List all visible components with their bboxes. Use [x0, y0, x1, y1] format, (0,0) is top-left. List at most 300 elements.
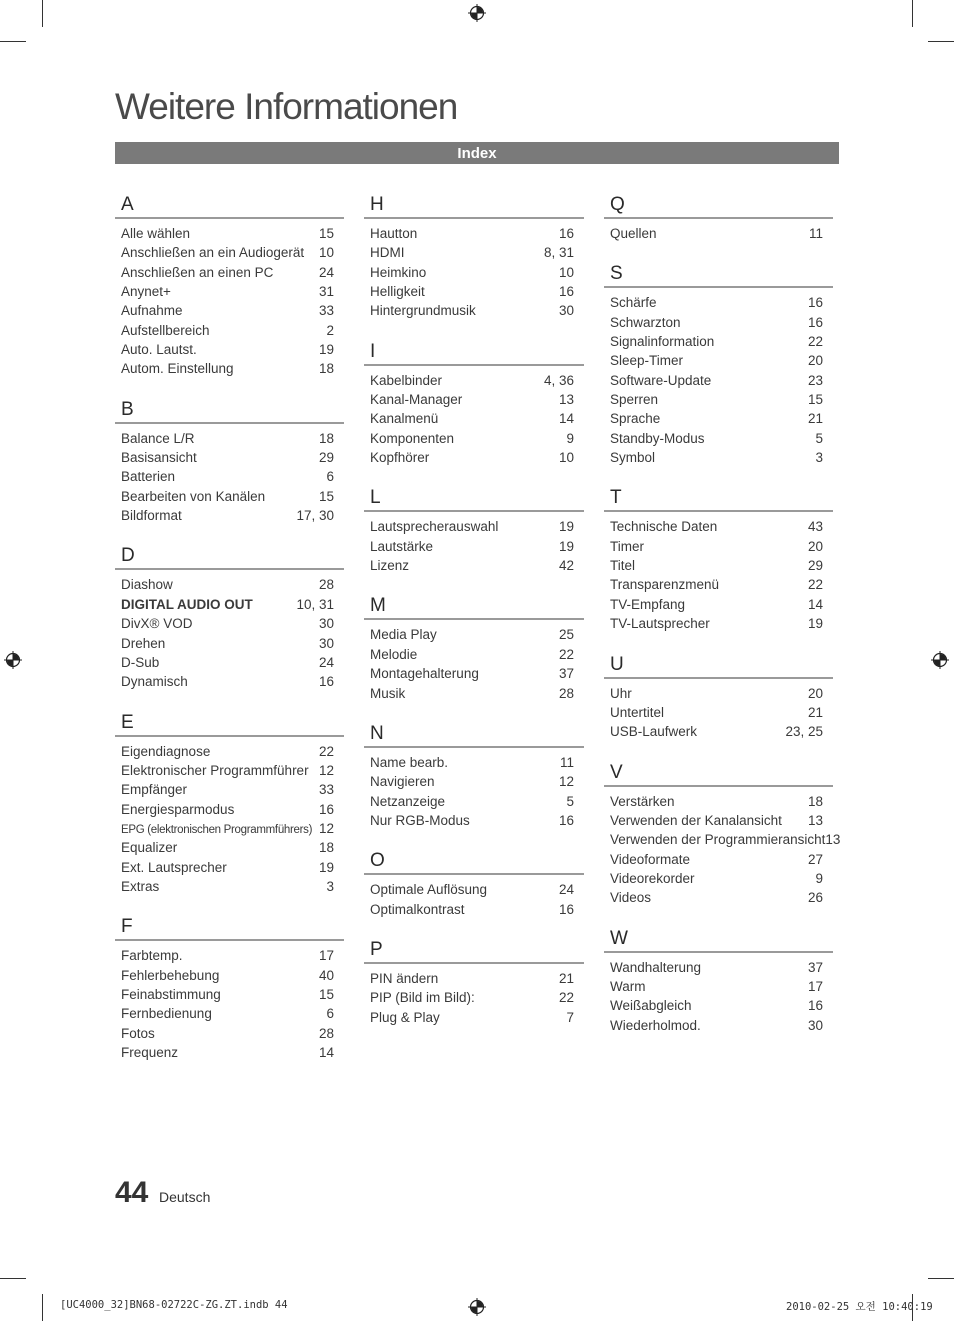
index-term: Optimalkontrast: [370, 901, 465, 917]
index-term: Hintergrundmusik: [370, 303, 476, 319]
index-page-ref: 10: [558, 450, 574, 466]
index-term: Aufstellbereich: [121, 322, 210, 338]
index-entry: [115, 487, 344, 506]
index-term: Media Play: [370, 627, 437, 643]
index-page-ref: 18: [318, 430, 334, 446]
index-entry: [364, 537, 584, 556]
index-page-ref: 19: [558, 519, 574, 535]
index-letter-heading: B: [115, 398, 344, 424]
index-entry: [115, 429, 344, 448]
index-page-ref: 30: [558, 303, 574, 319]
index-page-ref: 11: [559, 754, 574, 770]
crop-mark: [0, 41, 26, 42]
index-term: Fehlerbehebung: [121, 967, 220, 983]
index-term: Basisansicht: [121, 450, 197, 466]
index-page-ref: 2: [326, 322, 334, 338]
crop-mark: [928, 41, 954, 42]
index-term: PIP (Bild im Bild):: [370, 990, 475, 1006]
index-term: Drehen: [121, 635, 166, 651]
index-entry: [604, 537, 833, 556]
index-term: Autom. Einstellung: [121, 361, 234, 377]
index-entry: [604, 792, 833, 811]
index-group: [364, 193, 584, 321]
index-entry: [115, 742, 344, 761]
index-term: Diashow: [121, 577, 173, 593]
index-entry: [115, 224, 344, 243]
index-page-ref: 3: [815, 450, 823, 466]
index-term: Anschließen an ein Audiogerät: [121, 245, 305, 261]
index-entry: [604, 595, 833, 614]
index-page-ref: 15: [318, 488, 334, 504]
index-term: Equalizer: [121, 840, 178, 856]
index-group: [604, 761, 841, 908]
index-page-ref: 10: [558, 264, 574, 280]
index-term: PIN ändern: [370, 970, 439, 986]
index-page-ref: 15: [318, 986, 334, 1002]
index-entry: [604, 293, 833, 312]
index-page-ref: 16: [318, 801, 334, 817]
index-group: [115, 711, 344, 897]
index-entry: [364, 988, 584, 1007]
index-term: Helligkeit: [370, 284, 425, 300]
index-entry: [115, 282, 344, 301]
index-page-ref: 18: [318, 361, 334, 377]
index-entry: [604, 409, 833, 428]
index-page-ref: 20: [807, 685, 823, 701]
index-term: TV-Lautsprecher: [610, 616, 710, 632]
index-term: Batterien: [121, 469, 176, 485]
index-entry: [115, 467, 344, 486]
index-letter-heading: T: [604, 486, 833, 512]
index-entry: [604, 448, 833, 467]
index-page-ref: 21: [807, 704, 823, 720]
index-page-ref: 16: [558, 901, 574, 917]
index-term: Fotos: [121, 1025, 155, 1041]
index-term: HDMI: [370, 245, 405, 261]
index-page-ref: 13: [825, 832, 841, 848]
index-entry: [115, 448, 344, 467]
index-column-1: [115, 193, 344, 1081]
index-term: Schwarzton: [610, 314, 681, 330]
index-page-ref: 15: [318, 226, 334, 241]
index-entry: [115, 946, 344, 965]
index-term: Fernbedienung: [121, 1006, 212, 1022]
index-term: Wandhalterung: [610, 959, 702, 975]
index-entry: [364, 517, 584, 536]
index-page-ref: 23: [807, 372, 823, 388]
index-page-ref: 16: [318, 674, 334, 690]
index-entry: [115, 506, 344, 525]
page-language: Deutsch: [159, 1189, 211, 1205]
index-term: Titel: [610, 558, 636, 574]
index-page-ref: 14: [318, 1045, 334, 1060]
index-term: Lautsprecherauswahl: [370, 519, 499, 535]
index-term: Auto. Lautst.: [121, 342, 197, 358]
index-term: Timer: [610, 538, 644, 554]
index-group: [604, 653, 833, 742]
index-term: Optimale Auflösung: [370, 882, 488, 898]
index-page-ref: 14: [807, 596, 823, 612]
index-group: [364, 486, 584, 575]
index-term: Farbtemp.: [121, 948, 183, 964]
index-entry: [604, 1016, 833, 1035]
index-entry: [604, 390, 833, 409]
index-page-ref: 16: [558, 812, 574, 828]
index-page-ref: 10, 31: [296, 596, 334, 612]
index-page-ref: 30: [807, 1017, 823, 1033]
index-term: Schärfe: [610, 295, 657, 311]
index-entry: [364, 448, 584, 467]
index-page-ref: 9: [815, 870, 823, 886]
index-page-ref: 22: [558, 990, 574, 1006]
index-term: Balance L/R: [121, 430, 195, 446]
index-entry: [115, 672, 344, 691]
index-term: Technische Daten: [610, 519, 718, 535]
section-heading-bar: Index: [115, 142, 839, 164]
index-term: Kanalmenü: [370, 411, 439, 427]
index-letter-heading: U: [604, 653, 833, 679]
index-term: Lizenz: [370, 558, 410, 574]
index-entry: [604, 850, 833, 869]
index-term: Extras: [121, 878, 160, 894]
index-term: Netzanzeige: [370, 793, 446, 809]
index-term: Energiesparmodus: [121, 801, 235, 817]
crop-mark: [912, 0, 913, 27]
index-page-ref: 6: [326, 469, 334, 485]
index-term: Name bearb.: [370, 754, 449, 770]
index-letter-heading: W: [604, 927, 833, 953]
index-term: Standby-Modus: [610, 430, 705, 446]
index-entry: [115, 359, 344, 378]
index-page-ref: 26: [807, 890, 823, 906]
crop-mark: [0, 1278, 26, 1279]
index-term: Hautton: [370, 226, 418, 241]
index-entry: [364, 556, 584, 575]
index-term: Dynamisch: [121, 674, 188, 690]
index-entry: [115, 780, 344, 799]
index-page-ref: 43: [807, 519, 823, 535]
index-term: Elektronischer Programmführer: [121, 762, 309, 778]
index-term: Kanal-Manager: [370, 392, 463, 408]
index-entry: [115, 1043, 344, 1062]
index-entry: [604, 556, 833, 575]
index-term: DIGITAL AUDIO OUT: [121, 596, 253, 612]
index-page-ref: 42: [558, 558, 574, 574]
index-page-ref: 22: [807, 334, 823, 350]
index-term: Wiederholmod.: [610, 1017, 701, 1033]
index-group: [604, 927, 833, 1035]
index-entry: [364, 811, 584, 830]
index-entry: [364, 409, 584, 428]
index-entry: [604, 869, 833, 888]
registration-mark-icon: [931, 651, 949, 669]
index-term: Verwenden der Programmieransicht: [610, 832, 826, 848]
index-page-ref: 19: [318, 859, 334, 875]
index-entry: [364, 243, 584, 262]
registration-mark-icon: [4, 651, 22, 669]
index-entry: [604, 977, 833, 996]
index-page-ref: 25: [558, 627, 574, 643]
index-entry: [604, 811, 833, 830]
index-group: [115, 544, 344, 691]
crop-mark: [42, 1294, 43, 1321]
index-page-ref: 8, 31: [543, 245, 574, 261]
index-term: Bearbeiten von Kanälen: [121, 488, 266, 504]
index-entry: [115, 761, 344, 780]
index-entry: [604, 429, 833, 448]
index-term: Montagehalterung: [370, 666, 479, 682]
crop-mark: [928, 1278, 954, 1279]
index-entry: [604, 313, 833, 332]
index-term: Komponenten: [370, 430, 455, 446]
index-column-2: [364, 193, 584, 1046]
index-letter-heading: F: [115, 915, 344, 941]
index-term: Videoformate: [610, 851, 691, 867]
index-entry: [115, 634, 344, 653]
index-term: Heimkino: [370, 264, 427, 280]
index-term: Eigendiagnose: [121, 743, 211, 759]
index-entry: [604, 888, 833, 907]
index-group: [364, 594, 584, 702]
index-letter-heading: O: [364, 849, 584, 875]
index-group: [604, 262, 833, 467]
index-term: Symbol: [610, 450, 656, 466]
index-term: Frequenz: [121, 1045, 179, 1060]
index-page-ref: 11: [808, 226, 823, 241]
index-term: Signalinformation: [610, 334, 715, 350]
index-term: Videos: [610, 890, 652, 906]
index-page-ref: 3: [326, 878, 334, 894]
index-letter-heading: S: [604, 262, 833, 288]
index-entry: [115, 858, 344, 877]
index-page-ref: 22: [807, 577, 823, 593]
index-term: Weißabgleich: [610, 998, 692, 1014]
index-page-ref: 24: [558, 882, 574, 898]
index-entry: [604, 614, 833, 633]
index-entry: [604, 332, 833, 351]
index-page-ref: 24: [318, 654, 334, 670]
page-number: 44: [115, 1176, 149, 1209]
index-term: D-Sub: [121, 654, 160, 670]
index-letter-heading: M: [364, 594, 584, 620]
index-term: Musik: [370, 685, 406, 701]
index-term: USB-Laufwerk: [610, 724, 698, 740]
index-letter-heading: H: [364, 193, 584, 219]
index-entry: [364, 684, 584, 703]
index-term: Lautstärke: [370, 538, 434, 554]
index-page-ref: 19: [807, 616, 823, 632]
index-term: TV-Empfang: [610, 596, 686, 612]
index-page-ref: 37: [558, 666, 574, 682]
index-page-ref: 16: [558, 226, 574, 241]
index-entry: [604, 224, 833, 243]
index-entry: [604, 517, 833, 536]
index-group: [115, 398, 344, 526]
index-page-ref: 40: [318, 967, 334, 983]
index-entry: [115, 614, 344, 633]
page-title: Weitere Informationen: [115, 86, 458, 127]
index-term: DivX® VOD: [121, 616, 193, 632]
index-group: [604, 486, 833, 633]
index-entry: [604, 684, 833, 703]
index-letter-heading: V: [604, 761, 833, 787]
index-page-ref: 21: [558, 970, 574, 986]
index-entry: [364, 753, 584, 772]
index-term: Verstärken: [610, 793, 675, 809]
index-page-ref: 12: [318, 820, 334, 836]
index-term: Verwenden der Kanalansicht: [610, 812, 782, 828]
index-letter-heading: D: [115, 544, 344, 570]
index-term: Videorekorder: [610, 870, 695, 886]
index-group: [115, 193, 344, 379]
index-term: Untertitel: [610, 704, 665, 720]
index-letter-heading: L: [364, 486, 584, 512]
index-page-ref: 18: [807, 793, 823, 809]
index-entry: [364, 301, 584, 320]
index-term: Anynet+: [121, 284, 171, 300]
index-page-ref: 17: [318, 948, 334, 964]
index-term: Melodie: [370, 646, 418, 662]
index-entry: [115, 243, 344, 262]
index-page-ref: 16: [558, 284, 574, 300]
index-page-ref: 28: [318, 577, 334, 593]
index-page-ref: 33: [318, 782, 334, 798]
index-page-ref: 17: [807, 978, 823, 994]
index-entry: [115, 819, 344, 838]
index-page-ref: 16: [807, 314, 823, 330]
index-letter-heading: P: [364, 938, 584, 964]
index-page-ref: 19: [558, 538, 574, 554]
index-group: [364, 722, 584, 830]
index-entry: [364, 772, 584, 791]
index-page-ref: 20: [807, 353, 823, 369]
index-term: Warm: [610, 978, 646, 994]
index-term: Software-Update: [610, 372, 712, 388]
index-entry: [604, 996, 833, 1015]
index-page-ref: 20: [807, 538, 823, 554]
index-page-ref: 12: [318, 762, 334, 778]
index-page-ref: 30: [318, 635, 334, 651]
registration-mark-icon: [468, 4, 486, 22]
index-page-ref: 13: [558, 392, 574, 408]
index-entry: [115, 1024, 344, 1043]
index-page-ref: 4, 36: [543, 372, 574, 388]
index-entry: [604, 703, 833, 722]
index-entry: [364, 429, 584, 448]
index-entry: [604, 830, 841, 849]
index-entry: [364, 390, 584, 409]
index-entry: [604, 371, 833, 390]
index-page-ref: 22: [558, 646, 574, 662]
index-page-ref: 33: [318, 303, 334, 319]
index-term: Plug & Play: [370, 1009, 440, 1025]
index-term: Kopfhörer: [370, 450, 430, 466]
index-letter-heading: N: [364, 722, 584, 748]
index-entry: [364, 263, 584, 282]
index-entry: [115, 263, 344, 282]
index-page-ref: 28: [558, 685, 574, 701]
index-group: [364, 849, 584, 919]
index-page-ref: 28: [318, 1025, 334, 1041]
index-entry: [115, 985, 344, 1004]
index-entry: [364, 900, 584, 919]
index-column-3: [604, 193, 841, 1054]
index-page-ref: 6: [326, 1006, 334, 1022]
index-entry: [115, 838, 344, 857]
index-entry: [604, 351, 833, 370]
index-entry: [115, 1004, 344, 1023]
index-term: Aufnahme: [121, 303, 183, 319]
index-page-ref: 21: [807, 411, 823, 427]
index-term: Quellen: [610, 226, 657, 241]
index-entry: [364, 625, 584, 644]
index-page-ref: 14: [558, 411, 574, 427]
crop-mark: [42, 0, 43, 27]
index-page-ref: 17, 30: [296, 508, 334, 524]
index-entry: [364, 282, 584, 301]
index-term: Transparenzmenü: [610, 577, 720, 593]
index-entry: [115, 321, 344, 340]
print-timestamp: 2010-02-25 오전 10:40:19: [786, 1301, 933, 1313]
index-letter-heading: Q: [604, 193, 833, 219]
index-page-ref: 30: [318, 616, 334, 632]
index-page-ref: 16: [807, 998, 823, 1014]
index-term: Sleep-Timer: [610, 353, 684, 369]
index-entry: [115, 800, 344, 819]
index-page-ref: 29: [318, 450, 334, 466]
index-page-ref: 7: [566, 1009, 574, 1025]
index-term: Alle wählen: [121, 226, 191, 241]
index-page-ref: 24: [318, 264, 334, 280]
index-page-ref: 22: [318, 743, 334, 759]
index-term: Sprache: [610, 411, 661, 427]
index-entry: [115, 966, 344, 985]
index-term: Empfänger: [121, 782, 188, 798]
index-entry: [115, 575, 344, 594]
index-page-ref: 15: [807, 392, 823, 408]
index-group: [364, 938, 584, 1027]
index-page-ref: 19: [318, 342, 334, 358]
index-term: EPG (elektronischen Programmführers): [121, 823, 313, 836]
index-page-ref: 13: [807, 812, 823, 828]
index-group: [604, 193, 833, 243]
index-entry: [604, 958, 833, 977]
index-page-ref: 31: [318, 284, 334, 300]
index-term: Kabelbinder: [370, 372, 443, 388]
index-page-ref: 10: [318, 245, 334, 261]
index-entry: [364, 1008, 584, 1027]
index-term: Bildformat: [121, 508, 182, 524]
index-entry: [115, 595, 344, 614]
index-page-ref: 27: [807, 851, 823, 867]
index-term: Navigieren: [370, 774, 435, 790]
index-term: Nur RGB-Modus: [370, 812, 470, 828]
index-page-ref: 16: [807, 295, 823, 311]
index-group: [364, 340, 584, 468]
index-entry: [604, 575, 833, 594]
index-entry: [364, 645, 584, 664]
index-entry: [115, 653, 344, 672]
index-entry: [364, 371, 584, 390]
index-page-ref: 37: [807, 959, 823, 975]
index-page-ref: 9: [566, 430, 574, 446]
registration-mark-icon: [468, 1298, 486, 1316]
index-page-ref: 5: [815, 430, 823, 446]
index-group: [115, 915, 344, 1062]
print-file-info: [UC4000_32]BN68-02722C-ZG.ZT.indb 44: [60, 1299, 288, 1311]
index-term: Feinabstimmung: [121, 986, 221, 1002]
index-entry: [364, 792, 584, 811]
